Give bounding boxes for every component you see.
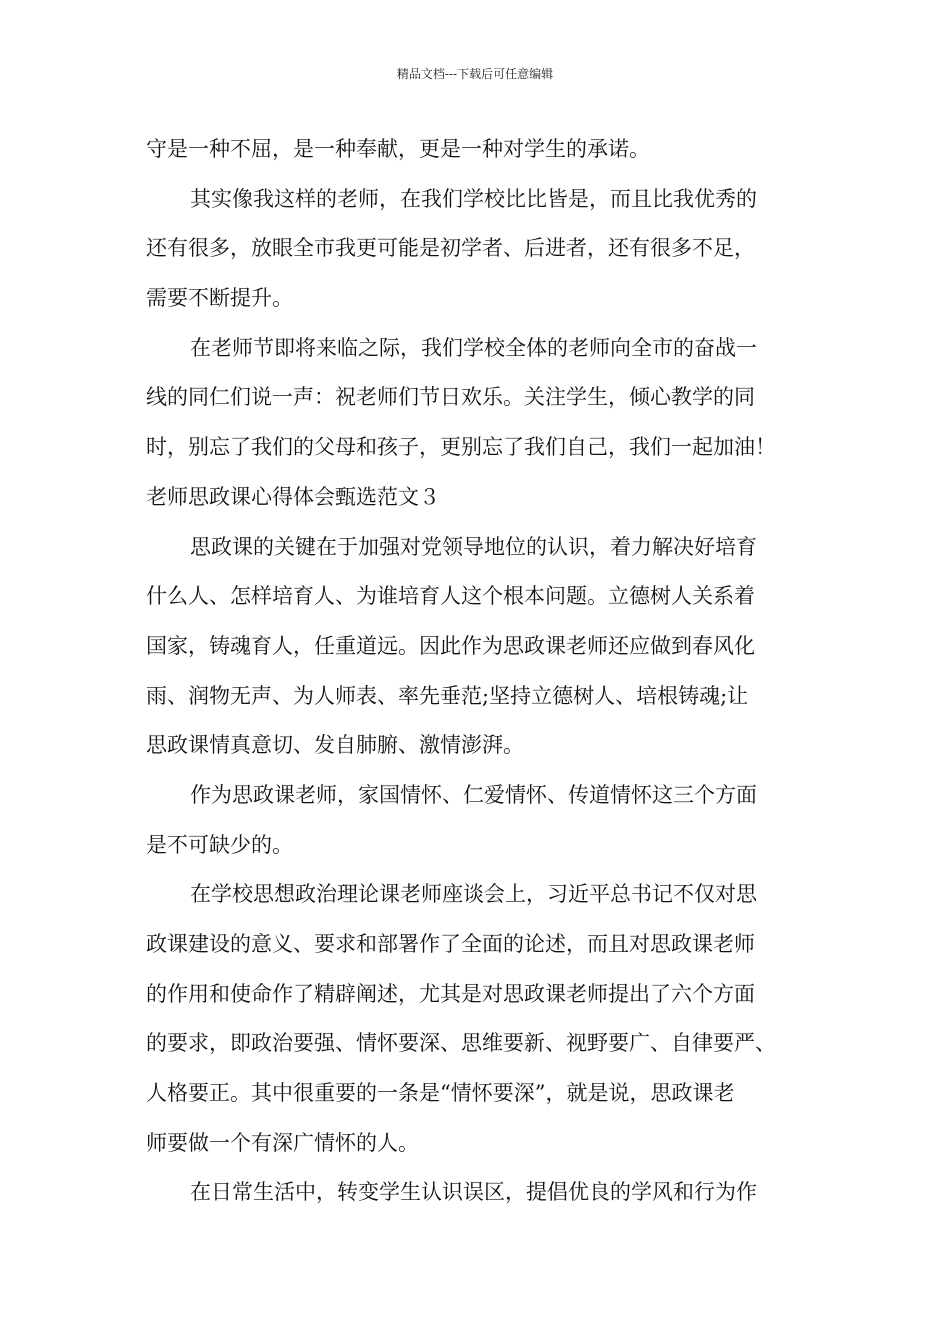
text-line: 时，别忘了我们的父母和孩子，更别忘了我们自己，我们一起加油！ <box>146 435 776 460</box>
text-line: 需要不断提升。 <box>146 286 293 311</box>
text-line: 思政课的关键在于加强对党领导地位的认识，着力解决好培育 <box>190 534 757 559</box>
text-line: 在学校思想政治理论课老师座谈会上，习近平总书记不仅对思 <box>190 882 757 907</box>
text-line: 是不可缺少的。 <box>146 832 293 857</box>
text-line: 线的同仁们说一声：祝老师们节日欢乐。关注学生，倾心教学的同 <box>146 385 755 410</box>
text-line: 国家，铸魂育人，任重道远。因此作为思政课老师还应做到春风化 <box>146 633 755 658</box>
text-line: 作为思政课老师，家国情怀、仁爱情怀、传道情怀这三个方面 <box>190 782 757 807</box>
document-body <box>146 125 810 1218</box>
text-line: 在老师节即将来临之际，我们学校全体的老师向全市的奋战一 <box>190 335 757 360</box>
text-line: 思政课情真意切、发自肺腑、激情澎湃。 <box>146 733 524 758</box>
page-header: 精品文档---下载后可任意编辑 <box>396 67 554 81</box>
text-line: 的作用和使命作了精辟阐述，尤其是对思政课老师提出了六个方面 <box>146 981 755 1006</box>
text-line: 的要求，即政治要强、情怀要深、思维要新、视野要广、自律要严、 <box>146 1031 776 1056</box>
text-line: 雨、润物无声、为人师表、率先垂范;坚持立德树人、培根铸魂;让 <box>146 683 749 708</box>
text-line: 什么人、怎样培育人、为谁培育人这个根本问题。立德树人关系着 <box>146 584 755 609</box>
text-line: 老师思政课心得体会甄选范文３ <box>146 484 440 509</box>
text-line: 守是一种不屈，是一种奉献，更是一种对学生的承诺。 <box>146 137 650 161</box>
text-line: 还有很多，放眼全市我更可能是初学者、后进者，还有很多不足， <box>146 236 755 261</box>
text-line: 在日常生活中，转变学生认识误区，提倡优良的学风和行为作 <box>190 1180 757 1205</box>
text-line: 师要做一个有深广情怀的人。 <box>146 1130 419 1155</box>
text-line: 政课建设的意义、要求和部署作了全面的论述，而且对思政课老师 <box>146 932 755 956</box>
text-line: 其实像我这样的老师，在我们学校比比皆是，而且比我优秀的 <box>190 186 757 211</box>
text-line: 人格要正。其中很重要的一条是“情怀要深”，就是说，思政课老 <box>146 1081 735 1106</box>
